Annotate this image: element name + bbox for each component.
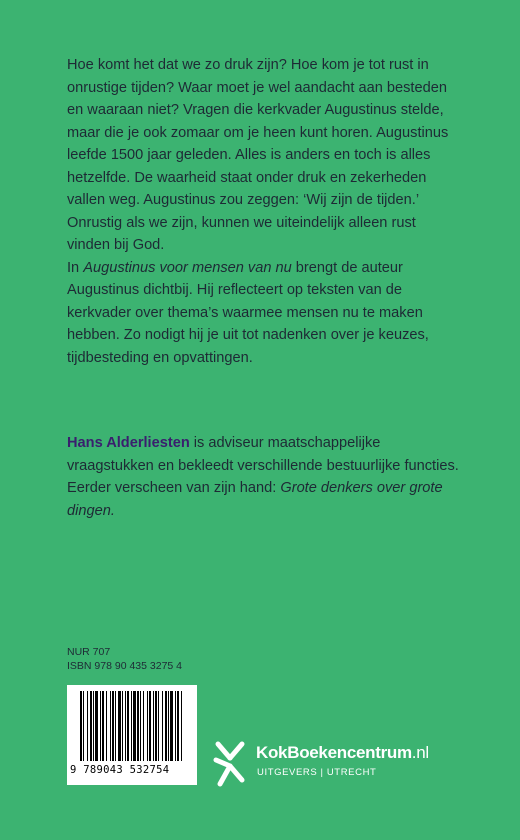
barcode-bar — [155, 691, 157, 761]
publisher-brand — [212, 740, 462, 790]
barcode-bar — [118, 691, 121, 761]
barcode-bar — [127, 691, 129, 761]
barcode-bar — [177, 691, 179, 761]
author-bio — [67, 432, 467, 522]
book-metadata — [67, 645, 182, 673]
author-bio-text: is adviseur maatschappelijke vraagstukken en bekleedt verschillende bestuurlijke functies. Eerder verscheen van zijn hand: — [67, 435, 459, 496]
barcode-bar — [131, 691, 132, 761]
barcode-bar — [95, 691, 98, 761]
barcode-bar — [170, 691, 173, 761]
kokboekencentrum-logo-icon — [212, 740, 248, 788]
barcode — [67, 685, 197, 785]
barcode-bar — [140, 691, 141, 761]
book-title: Augustinus voor mensen van nu — [83, 259, 292, 276]
barcode-bar — [93, 691, 94, 761]
barcode-bar — [125, 691, 126, 761]
barcode-bar — [147, 691, 148, 761]
barcode-bar — [110, 691, 111, 761]
barcode-bar — [133, 691, 136, 761]
barcode-bar — [122, 691, 123, 761]
barcode-bars — [74, 691, 190, 763]
barcode-bar — [115, 691, 116, 761]
blurb-p2-rest: brengt de auteur Augustinus dichtbij. Hij reflecteert op teksten van de kerkvader over thema’s waarmee mensen nu te maken hebben. Zo nodigt hij je uit tot nadenken over je keuzes, tijdbesteding en opvattingen. — [67, 259, 429, 366]
barcode-bar — [168, 691, 169, 761]
barcode-bar — [83, 691, 84, 761]
isbn-number: ISBN 978 90 435 3275 4 — [67, 660, 183, 672]
barcode-bar — [112, 691, 114, 761]
barcode-bar — [87, 691, 88, 761]
publisher-name-main: KokBoekencentrum — [256, 743, 412, 762]
author-previous-book: Grote denkers over grote dingen. — [67, 480, 443, 519]
barcode-bar — [165, 691, 167, 761]
barcode-bar — [80, 691, 82, 761]
barcode-bar — [102, 691, 104, 761]
publisher-subtitle: UITGEVERS | UTRECHT — [257, 767, 377, 778]
barcode-digits: 9 789043 532754 — [70, 764, 170, 776]
barcode-bar — [106, 691, 107, 761]
publisher-name — [256, 743, 429, 763]
barcode-bar — [181, 691, 182, 761]
barcode-bar — [162, 691, 163, 761]
back-cover-blurb — [67, 54, 457, 369]
barcode-bar — [137, 691, 139, 761]
barcode-bar — [100, 691, 101, 761]
blurb-paragraph-1: Hoe komt het dat we zo druk zijn? Hoe kom je tot rust in onrustige tijden? Waar moet je wel aandacht aan besteden en waaraan niet? Vragen die kerkvader Augustinus stelde, maar die je ook zomaar om je heen kunt horen. Augustinus leefde 1500 jaar geleden. Alles is anders en toch is alles hetzelfde. De waarheid staat onder druk en zekerheden vallen weg. Augustinus zou zeggen: ‘Wij zijn de tijden.’ Onrustig als we zijn, kunnen we uiteindelijk alleen rust vinden bij God. — [67, 57, 449, 253]
barcode-bar — [90, 691, 92, 761]
barcode-bar — [143, 691, 144, 761]
barcode-bar — [158, 691, 159, 761]
nur-code: NUR 707 — [67, 646, 111, 658]
barcode-bar — [149, 691, 151, 761]
author-name: Hans Alderliesten — [67, 435, 190, 451]
barcode-bar — [153, 691, 154, 761]
blurb-paragraph-2 — [67, 257, 457, 370]
barcode-bar — [175, 691, 176, 761]
blurb-p2-prefix: In — [67, 259, 84, 276]
publisher-name-suffix: .nl — [411, 743, 429, 762]
